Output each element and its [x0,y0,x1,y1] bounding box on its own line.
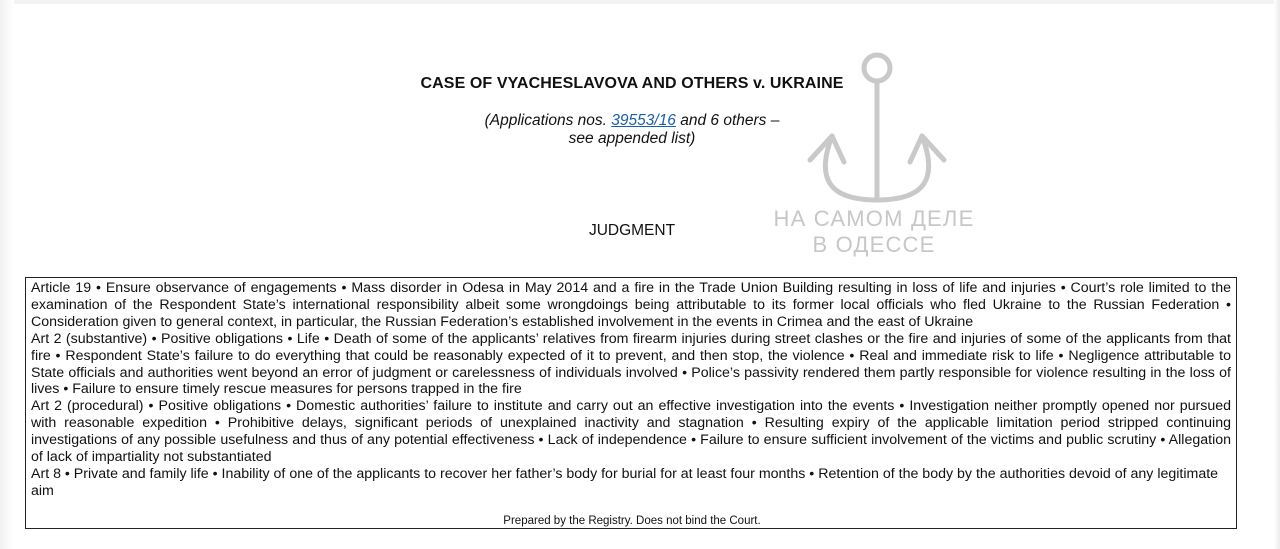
case-title: CASE OF VYACHESLAVOVA AND OTHERS v. UKRAINE [420,75,844,92]
watermark-text-line1: НА САМОМ ДЕЛЕ [773,206,975,231]
applications-note [0,112,1264,148]
applications-prefix: (Applications nos. [484,112,607,129]
applications-line2: see appended list) [568,130,696,147]
summary-paragraph-art-2-substantive: Art 2 (substantive) • Positive obligations • Life • Death of some of the applicants’ relatives from firearm injuries during street clashes or the fire and injuries of some of the applicants from that fire • Respondent State’s failure to do everything that could be reasonably expected of it to prevent, and then stop, the violence • Real and immediate risk to life • Negligence attributable to State officials and authorities went beyond an error of judgment or carelessness of individuals involved • Police’s passivity rendered them partly responsible for violence resulting in the loss of lives • Failure to ensure timely rescue measures for persons trapped in the fire [31,330,1231,398]
judgment-heading: JUDGMENT [588,222,676,239]
summary-paragraph-article-19: Article 19 • Ensure observance of engagements • Mass disorder in Odesa in May 2014 and a fire in the Trade Union Building resulting in loss of life and injuries • Court’s role limited to the examination of the Respondent State’s international responsibility albeit some wrongdoings being attributable to its former local officials who fled Ukraine to the Russian Federation • Consideration given to general context, in particular, the Russian Federation’s established involvement in the events in Crimea and the east of Ukraine [31,280,1231,330]
summary-paragraph-art-2-procedural: Art 2 (procedural) • Positive obligations • Domestic authorities’ failure to institute and carry out an effective investigation into the events • Investigation neither promptly opened nor pursued with reasonable expedition • Prohibitive delays, significant periods of unexplained inactivity and stagnation • Resulting expiry of the applicable limitation period stripped continuing investigations of any possible usefulness and thus of any potential effectiveness • Lack of independence • Failure to ensure sufficient involvement of the victims and public scrutiny • Allegation of lack of impartiality not substantiated [31,398,1231,466]
registry-footer-note: Prepared by the Registry. Does not bind the Court. [503,515,761,527]
watermark-text-line2: В ОДЕССЕ [812,232,936,257]
page-edge-right [1274,0,1280,549]
summary-box [25,277,1237,529]
summary-paragraph-art-8: Art 8 • Private and family life • Inability of one of the applicants to recover her father’s body for burial for at least four months • Retention of the body by the authorities devoid of any legitimate aim [31,465,1219,499]
application-number-link[interactable]: 39553/16 [611,112,676,129]
page-edge-top [0,0,1280,4]
applications-suffix: and 6 others – [680,112,780,129]
